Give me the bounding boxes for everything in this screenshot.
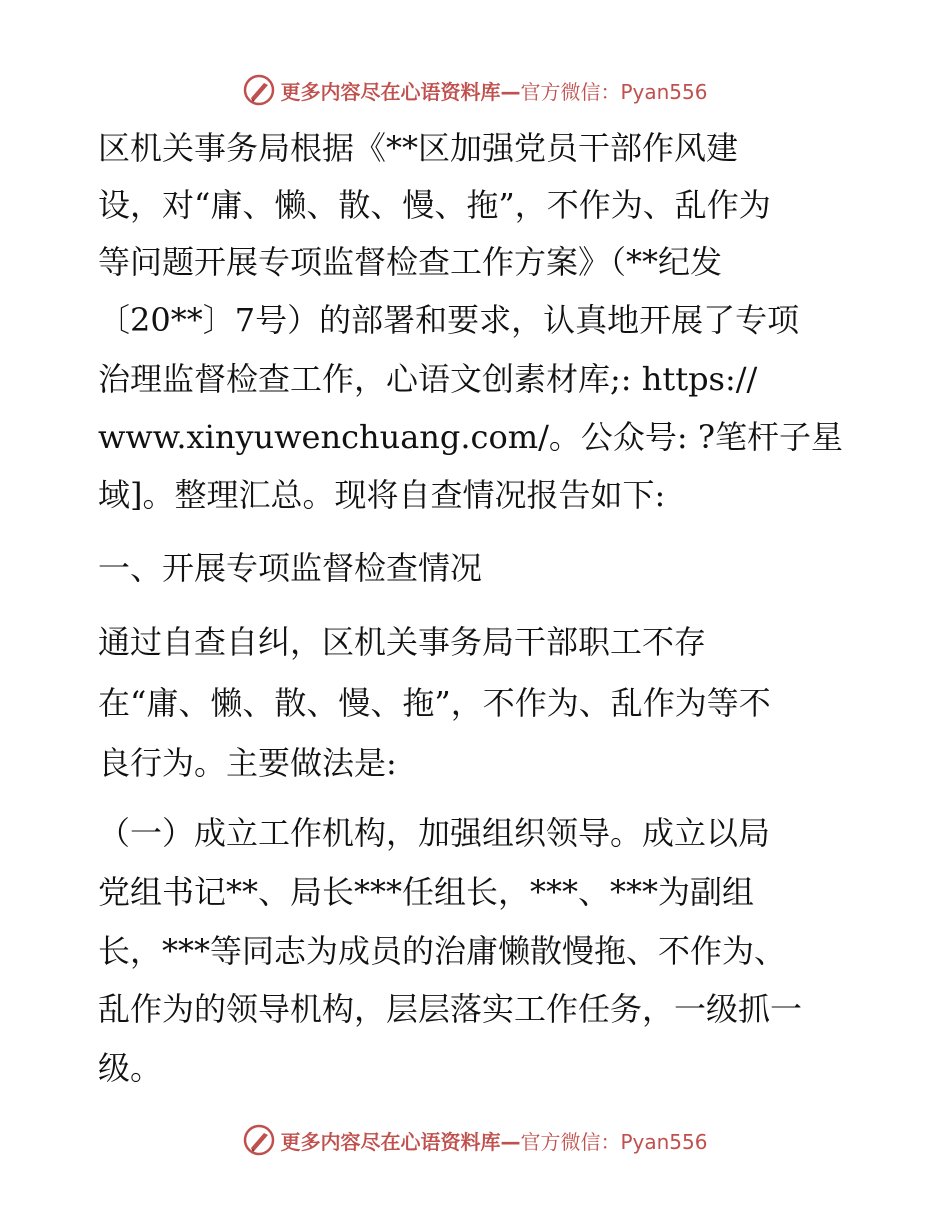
body-line: 党组书记**、局长***任组长，***、***为副组 xyxy=(98,873,755,911)
body-line: 良行为。主要做法是: xyxy=(98,744,397,782)
footer-banner xyxy=(0,1120,950,1160)
body-line: 治理监督检查工作，心语文创素材库;: https:// xyxy=(98,360,758,398)
pen-logo-icon xyxy=(242,73,276,107)
body-line: 设，对“庸、懒、散、慢、拖”，不作为、乱作为 xyxy=(98,186,771,224)
body-line: 等问题开展专项监督检查工作方案》（**纪发 xyxy=(98,243,723,281)
body-line: 长，***等同志为成员的治庸懒散慢拖、不作为、 xyxy=(98,932,787,970)
header-wechat-text: 官方微信：Pyan556 xyxy=(520,79,708,104)
body-line: 乱作为的领导机构，层层落实工作任务，一级抓一 xyxy=(98,990,803,1028)
pen-logo-icon xyxy=(242,1123,276,1157)
footer-brand-text: 更多内容尽在心语资料库— xyxy=(280,1129,521,1154)
body-line: 通过自查自纠，区机关事务局干部职工不存 xyxy=(98,623,707,661)
body-line: 级。 xyxy=(98,1049,163,1087)
body-line: 域]。整理汇总。现将自查情况报告如下: xyxy=(98,476,666,514)
body-line: www.xinyuwenchuang.com/。公众号: ?笔杆子星 xyxy=(98,418,843,456)
section-heading: 一、开展专项监督检查情况 xyxy=(98,549,483,587)
body-line: 〔20**〕7号）的部署和要求，认真地开展了专项 xyxy=(98,301,800,339)
header-brand-text: 更多内容尽在心语资料库— xyxy=(280,79,521,104)
body-line: （一）成立工作机构，加强组织领导。成立以局 xyxy=(98,814,771,852)
header-banner xyxy=(0,70,950,110)
footer-wechat-text: 官方微信：Pyan556 xyxy=(520,1129,708,1154)
body-line: 区机关事务局根据《**区加强党员干部作风建 xyxy=(98,129,739,167)
body-line: 在“庸、懒、散、慢、拖”，不作为、乱作为等不 xyxy=(98,684,771,722)
